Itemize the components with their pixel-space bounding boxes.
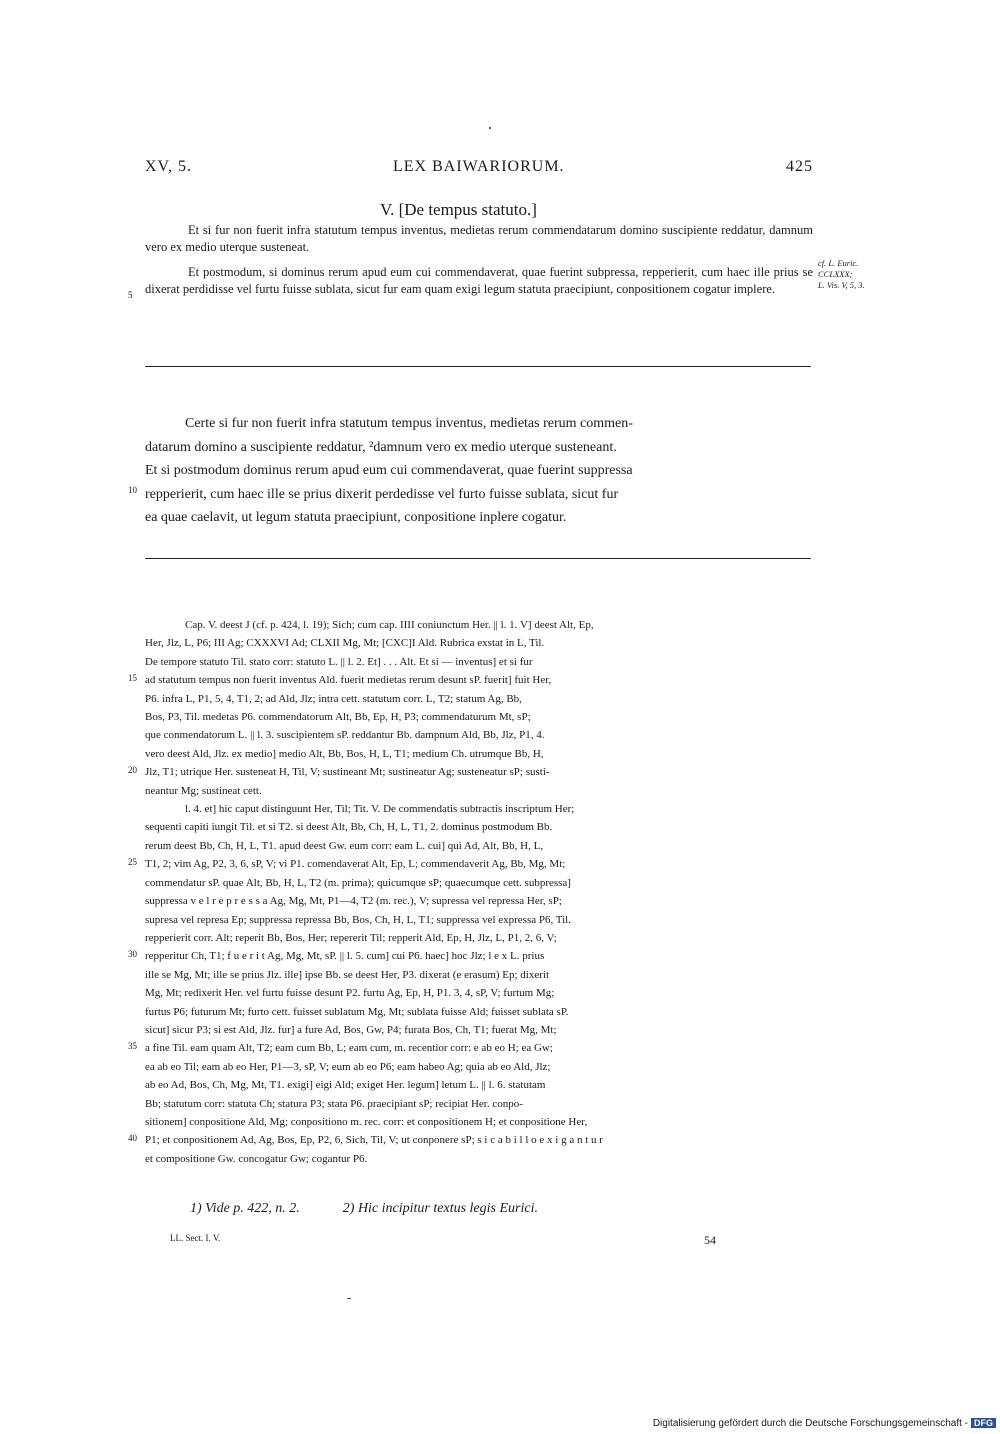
critical-apparatus <box>145 616 811 1168</box>
text-line: ea quae caelavit, ut legum statuta praecipiunt, conpositione inplere cogatur. <box>145 510 567 525</box>
apparatus-line: ad statutum tempus non fuerit inventus Ald. fuerit medietas rerum desunt sP. fuerit] fuit Her, <box>145 674 552 687</box>
apparatus-line: P6. infra L, P1, 5, 4, T1, 2; ad Ald, Jlz; intra cett. statutum corr. L, T2; statum Ag, Bb, <box>145 692 522 705</box>
page-header-title: LEX BAIWARIORUM. <box>393 158 565 175</box>
apparatus-line: neantur Mg; sustineat cett. <box>145 784 262 797</box>
apparatus-line: Bb; statutum corr: statuta Ch; statura P3; stata P6. praecipiant sP; recipiat Her. conpo- <box>145 1097 523 1110</box>
marginal-note-line: L. Vis. V, 5, 3. <box>818 280 865 290</box>
apparatus-line: commendatur sP. quae Alt, Bb, H, L, T2 (m. prima); quicumque sP; quaecumque cett. subpressa] <box>145 876 571 889</box>
line-number-5: 5 <box>128 290 133 300</box>
apparatus-line: sitionem] conpositione Ald, Mg; conpositiono m. rec. corr: et conpositionem H; et conpositione Her, <box>145 1115 588 1128</box>
section-title: V. [De tempus statuto.] <box>380 200 537 219</box>
page-number: 425 <box>786 158 813 175</box>
line-number-20: 20 <box>128 765 137 775</box>
apparatus-line: repperierit corr. Alt; reperit Bb, Bos, Her; repererit Til; repperit Ald, Ep, H, Jlz, L, P1, 2, 6, V; <box>145 931 557 944</box>
line-number-15: 15 <box>128 673 137 683</box>
apparatus-line: Mg, Mt; redixerit Her. vel furtu fuisse desunt P2. furtu Ag, Ep, H, P1. 3, 4, sP, V; furtum Mg; <box>145 987 555 1000</box>
line-number-25: 25 <box>128 857 137 867</box>
apparatus-line: Bos, P3, Til. medetas P6. commendatorum Alt, Bb, Ep, H, P3; commendaturum Mt, sP; <box>145 711 531 724</box>
paragraph-2: Et postmodum, si dominus rerum apud eum cui commendaverat, quae fuerint subpressa, repperierit, cum haec ille prius se dixerat perdidisse vel furtu fuisse sublata, sicut fur eam quam exigi legum statuta praecipiunt, conpositionem cogatur implere. <box>145 265 813 296</box>
footer-sheet-number: 54 <box>704 1233 716 1247</box>
apparatus-line: suppressa v e l r e p r e s s a Ag, Mg, Mt, P1—4, T2 (m. rec.), V; supressa vel repressa Her, sP; <box>145 895 562 908</box>
apparatus-line: vero deest Ald, Jlz. ex medio] medio Alt, Bb, Bos, H, L, T1; medium Ch. utrumque Bb, H, <box>145 747 544 760</box>
footnote-2: 2) Hic incipitur textus legis Eurici. <box>342 1201 538 1216</box>
apparatus-line: T1, 2; vim Ag, P2, 3, 6, sP, V; vi P1. comendaverat Alt, Ep, L; commendaverit Ag, Bb, Mg, Mt; <box>145 858 566 871</box>
horizontal-rule <box>145 366 811 367</box>
marginal-note <box>818 258 898 291</box>
apparatus-line: ab eo Ad, Bos, Ch, Mg, Mt, T1. exigi] eigi Ald; exiget Her. legum] letum L. || l. 6. statutam <box>145 1079 546 1092</box>
footnote-1: 1) Vide p. 422, n. 2. <box>190 1201 300 1216</box>
marginal-note-line: CCLXXX; <box>818 269 853 279</box>
paragraph-1: Et si fur non fuerit infra statutum tempus inventus, medietas rerum commendatarum domino suscipiente reddatur, damnum vero ex medio uterque susteneat. <box>145 223 813 254</box>
apparatus-line: De tempore statuto Til. stato corr: statuto L. || l. 2. Et] . . . Alt. Et si — inventus] et si fur <box>145 655 533 668</box>
apparatus-line: l. 4. et] hic caput distinguunt Her, Til; Tit. V. De commendatis subtractis inscriptum Her; <box>185 803 575 816</box>
scan-speck <box>489 127 491 129</box>
digitization-credit <box>653 1418 996 1429</box>
credit-text: Digitalisierung gefördert durch die Deutsche Forschungsgemeinschaft - <box>652 1418 968 1429</box>
text-line: repperierit, cum haec ille se prius dixerit perdedisse vel furto fuisse sublata, sicut fur <box>145 486 619 502</box>
footnotes <box>190 1201 538 1217</box>
apparatus-line: a fine Til. eam quam Alt, T2; eam cum Bb, L; eam cum, m. recentior corr: e ab eo H; ea Gw; <box>145 1042 553 1055</box>
apparatus-line: sicut] sicur P3; si est Ald, Jlz. fur] a fure Ad, Bos, Gw, P4; furata Bos, Ch, T1; fuerat Mg, Mt; <box>145 1023 557 1036</box>
text-block-2 <box>145 412 811 530</box>
scan-speck <box>347 1298 351 1299</box>
apparatus-line: P1; et conpositionem Ad, Ag, Bos, Ep, P2, 6, Sich, Til, V; ut conponere sP; s i c a b i l l o e x i g a n t u r <box>145 1134 603 1147</box>
apparatus-line: que conmendatorum L. || l. 3. suscipientem sP. reddantur Bb. dampnum Ald, Bb, Jlz, P1, 4. <box>145 729 545 742</box>
apparatus-line: ea ab eo Til; eam ab eo Her, P1—3, sP, V; eum ab eo P6; eam habeo Ag; quia ab eo Ald, Jlz; <box>145 1060 551 1073</box>
apparatus-line: repperitur Ch, T1; f u e r i t Ag, Mg, Mt, sP. || l. 5. cum] cui P6. haec] hoc Jlz; l e x L. prius <box>145 950 545 963</box>
dfg-logo: DFG <box>971 1418 996 1428</box>
text-line: Et si postmodum dominus rerum apud eum cui commendaverat, quae fuerint suppressa <box>145 463 633 478</box>
line-number-40: 40 <box>128 1133 137 1143</box>
page-header-left: XV, 5. <box>145 158 193 175</box>
apparatus-line: Cap. V. deest J (cf. p. 424, l. 19); Sich; cum cap. IIII coniunctum Her. || l. 1. V] deest Alt, Ep, <box>185 619 594 631</box>
apparatus-line: furtus P6; futurum Mt; furto cett. fuisset sublatum Mg, Mt; sublata fuisse Ald; fuisset sublata sP. <box>145 1005 569 1018</box>
apparatus-line: supresa vel represa Ep; suppressa repressa Bb, Bos, Ch, H, L, T1; suppressa vel expressa P6, Til. <box>145 913 571 926</box>
text-line: Certe si fur non fuerit infra statutum tempus inventus, medietas rerum commen- <box>185 416 633 431</box>
marginal-note-line: cf. L. Euric. <box>818 258 859 268</box>
text-line: datarum domino a suscipiente reddatur, ²damnum vero ex medio uterque susteneant. <box>145 439 617 455</box>
line-number-35: 35 <box>128 1041 137 1051</box>
apparatus-line: rerum deest Bb, Ch, H, L, T1. apud deest Gw. eum corr: eam L. cui] qui Ad, Alt, Bb, H, L, <box>145 839 544 852</box>
horizontal-rule <box>145 558 811 559</box>
line-number-10: 10 <box>128 485 137 495</box>
apparatus-line: et compositione Gw. concogatur Gw; cogantur P6. <box>145 1152 368 1165</box>
footer-signature: LL. Sect. I. V. <box>170 1233 221 1243</box>
line-number-30: 30 <box>128 949 137 959</box>
apparatus-line: Jlz, T1; utrique Her. susteneat H, Til, V; sustineant Mt; sustineatur Ag; susteneatur sP; susti- <box>145 766 550 779</box>
apparatus-line: sequenti capiti iungit Til. et si T2. si deest Alt, Bb, Ch, H, L, T1, 2. dominus postmodum Bb. <box>145 821 553 834</box>
apparatus-line: ille se Mg, Mt; ille se prius Jlz. ille] ipse Bb. se deest Her, P3. dixerat (e erasum) Ep; dixerit <box>145 968 550 981</box>
apparatus-line: Her, Jlz, L, P6; III Ag; CXXXVI Ad; CLXII Mg, Mt; [CXC]I Ald. Rubrica exstat in L, Til. <box>145 637 545 650</box>
